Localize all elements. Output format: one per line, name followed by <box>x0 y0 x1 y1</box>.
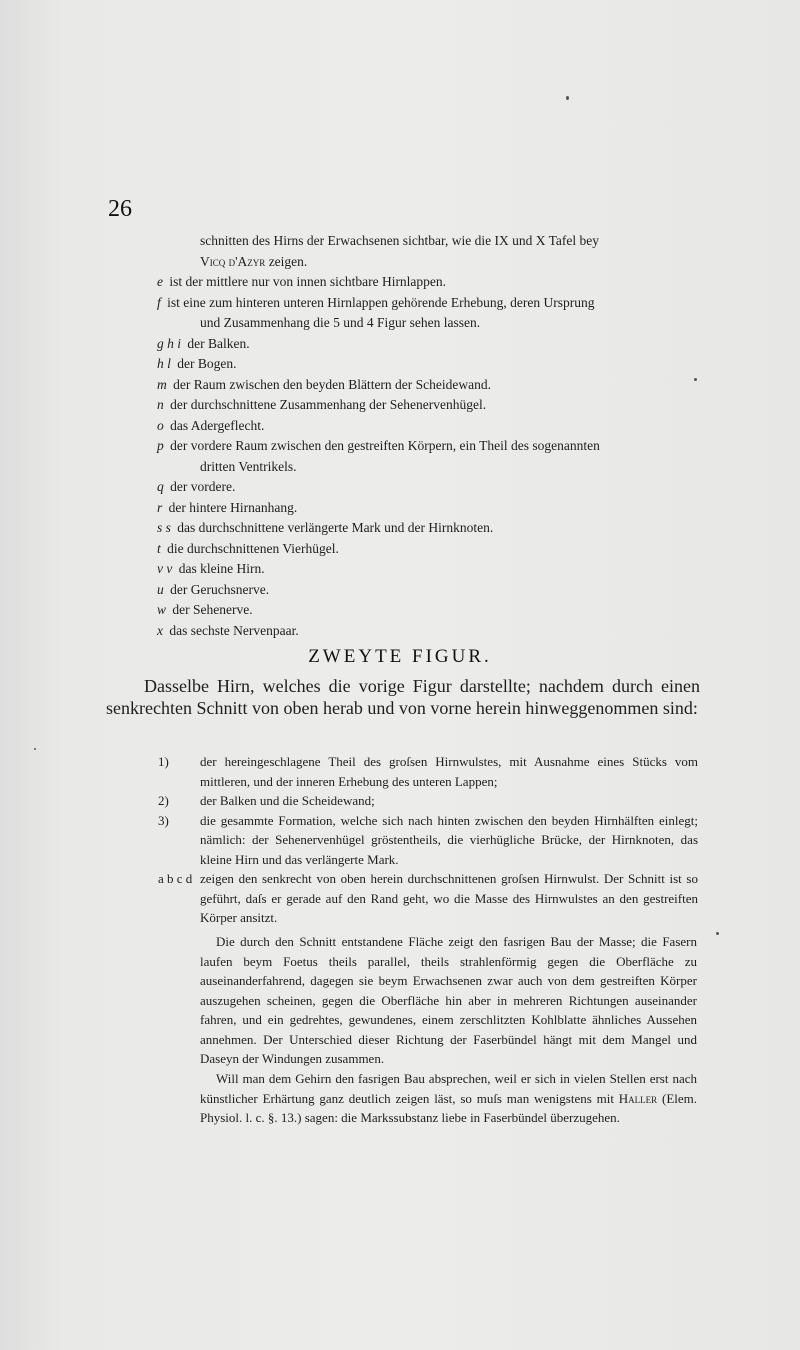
legend-line <box>145 436 700 457</box>
legend-line <box>145 231 700 252</box>
body-paragraph: Die durch den Schnitt entstandene Fläche zeigt den fasrigen Bau der Masse; die Fasern laufen beym Foetus theils parallel, theils strahlenförmig gegen die Oberfläche zu auseinanderfahrend, dagegen sie beym Erwachsenen zwar auch von dem gestreiften Körper auszugehen scheinen, gegen die Oberfläche hin aber in mehreren Richtungen auseinander fahren, und ein gedrehtes, gewundenes, einem zerschlitzten Kohlblatte ähnliches Aussehen annehmen. Der Unterschied dieser Richtung der Faserbündel hängt mit dem Mangel und Daseyn der Windungen zusammen. <box>200 934 697 1066</box>
author-name: Haller <box>618 1090 658 1106</box>
legend-text: die durchschnittenen Vierhügel. <box>167 540 339 556</box>
legend-text: ist eine zum hinteren unteren Hirnlappen gehörende Erhebung, deren Ursprung <box>167 294 595 310</box>
legend-text: das Adergeflecht. <box>170 417 265 433</box>
item-text: zeigen den senkrecht von oben herein durchschnittenen groſsen Hirnwulst. Der Schnitt ist so geführt, daſs er gerade auf den Rand geht, wo die Masse des Hirnwulstes an den gestreiften Körper ansitzt. <box>200 871 698 925</box>
item-number: 3) <box>158 812 169 828</box>
legend-text: der hintere Hirnanhang. <box>168 499 298 515</box>
legend-line <box>145 293 700 314</box>
legend-line <box>145 518 700 539</box>
legend-key: t <box>157 540 161 556</box>
legend-key: s s <box>157 520 171 535</box>
legend-text: der Sehenerve. <box>172 602 253 617</box>
section-title: ZWEYTE FIGUR. <box>308 646 492 667</box>
legend-text: der Geruchsnerve. <box>170 581 270 597</box>
paper-speck <box>694 378 697 381</box>
legend-line <box>145 334 700 355</box>
paragraph-text: Will man dem Gehirn den fasrigen Bau absprechen, weil er sich in vielen Stellen erst nach künstlicher Erhärtung ganz deutlich zeigen läst, so muſs man wenigstens mit <box>200 1071 697 1106</box>
legend-key: r <box>157 499 163 515</box>
body-paragraph <box>200 1069 697 1128</box>
legend-text: der durchschnittene Zusammenhang der Sehenervenhügel. <box>170 397 487 412</box>
legend-line <box>145 416 700 437</box>
legend-line <box>145 252 700 273</box>
item-number: a b c d <box>158 871 193 886</box>
legend-key: h l <box>157 356 171 371</box>
intro-paragraph: Dasselbe Hirn, welches die vorige Figur darstellte; nachdem durch einen senkrechten Schnitt von oben herab und von vorne herein hinweggenommen sind: <box>106 676 700 718</box>
legend-key: x <box>157 622 163 638</box>
item-text: der hereingeschlagene Theil des groſsen Hirnwulstes, mit Ausnahme eines Stücks vom mittleren, und der inneren Erhebung des unteren Lappen; <box>200 754 698 789</box>
legend-text: dritten Ventrikels. <box>200 458 297 474</box>
legend-line <box>145 313 700 334</box>
legend-line <box>145 375 700 396</box>
list-item <box>158 811 698 870</box>
legend-line <box>145 477 700 498</box>
legend-text: schnitten des Hirns der Erwachsenen sichtbar, wie die IX und X Tafel bey <box>200 233 600 248</box>
legend-line <box>145 621 700 642</box>
legend-text: das durchschnittene verlängerte Mark und der Hirnknoten. <box>177 520 494 535</box>
item-text: die gesammte Formation, welche sich nach hinten zwischen den beyden Hirnhälften einlegt; nämlich: der Sehenervenhügel gröstentheils, die vierhügliche Brücke, der Hirnknoten, das kleine Hirn und das verlängerte Mark. <box>200 812 698 867</box>
item-number: 1) <box>158 754 169 769</box>
legend-line <box>145 580 700 601</box>
paper-speck <box>566 96 569 100</box>
legend-key: w <box>157 602 167 617</box>
figure-legend <box>145 231 700 641</box>
legend-key: g h i <box>157 335 182 351</box>
legend-key: v v <box>157 561 173 576</box>
item-number: 2) <box>158 793 169 808</box>
legend-key: o <box>157 417 164 433</box>
legend-text: und Zusammenhang die 5 und 4 Figur sehen lassen. <box>200 315 481 330</box>
legend-text: der Bogen. <box>177 356 237 371</box>
legend-text: das sechste Nervenpaar. <box>169 622 299 638</box>
list-item <box>158 791 698 811</box>
paragraph-text: (Elem. Physiol. l. c. §. 13.) sagen: die Markssubstanz liebe in Faserbündel überzugehen. <box>200 1090 698 1125</box>
legend-key: p <box>157 438 164 453</box>
numbered-list <box>158 752 698 928</box>
legend-key: u <box>157 581 164 597</box>
page-number: 26 <box>108 196 132 222</box>
legend-text: der Raum zwischen den beyden Blättern der Scheidewand. <box>173 376 492 392</box>
legend-key: m <box>157 376 167 392</box>
legend-key: n <box>157 397 164 412</box>
legend-text: das kleine Hirn. <box>178 561 265 576</box>
legend-text: zeigen. <box>265 253 308 269</box>
legend-line <box>145 395 700 416</box>
paper-speck <box>716 932 719 935</box>
legend-text: der Balken. <box>187 335 250 351</box>
legend-line <box>145 354 700 375</box>
paper-speck <box>34 748 36 750</box>
legend-text: ist der mittlere nur von innen sichtbare Hirnlappen. <box>169 274 447 289</box>
legend-key: f <box>157 294 161 310</box>
legend-line <box>145 539 700 560</box>
legend-line <box>145 498 700 519</box>
author-name: Vicq d'Azyr <box>200 253 266 269</box>
legend-line <box>145 559 700 580</box>
legend-line <box>145 272 700 293</box>
legend-text: der vordere. <box>170 479 236 494</box>
list-item <box>158 869 698 928</box>
legend-line <box>145 457 700 478</box>
legend-key: q <box>157 479 164 494</box>
legend-text: der vordere Raum zwischen den gestreiften Körpern, ein Theil des sogenannten <box>170 438 600 453</box>
legend-key: e <box>157 274 163 289</box>
list-item <box>158 752 698 791</box>
legend-line <box>145 600 700 621</box>
item-text: der Balken und die Scheidewand; <box>200 793 375 808</box>
